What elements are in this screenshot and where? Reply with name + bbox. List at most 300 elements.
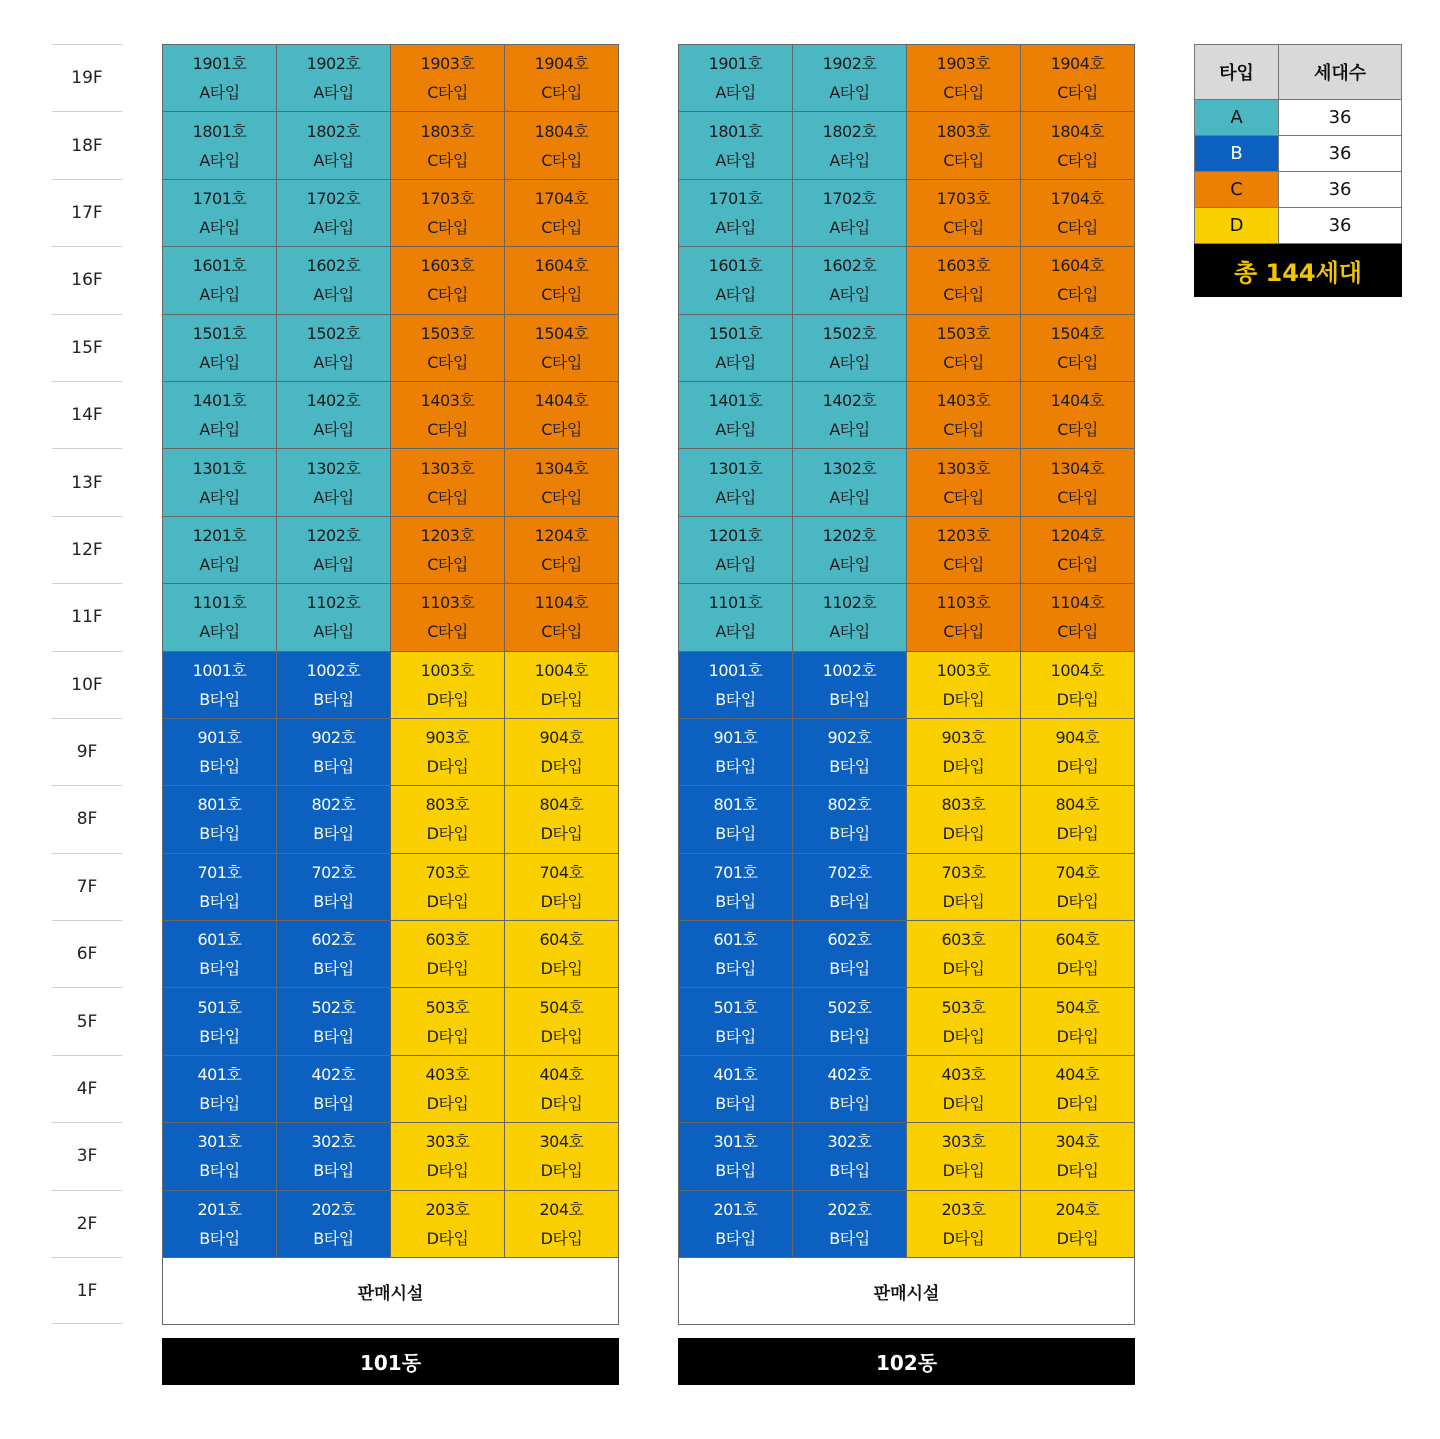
unit-type: D타입	[540, 1026, 583, 1046]
unit-number: 1803호	[936, 121, 991, 141]
unit-type: C타입	[427, 622, 468, 642]
unit-type: B타입	[313, 1228, 354, 1248]
unit-number: 1304호	[534, 458, 589, 478]
unit-number: 701호	[713, 862, 758, 882]
unit-cell	[907, 315, 1021, 382]
unit-cell	[163, 1123, 277, 1190]
unit-cell	[793, 786, 907, 853]
unit-number: 304호	[1055, 1132, 1100, 1152]
unit-cell	[907, 719, 1021, 786]
unit-number: 1203호	[936, 525, 991, 545]
unit-cell	[163, 180, 277, 247]
unit-type: C타입	[943, 487, 984, 507]
unit-number: 1803호	[420, 121, 475, 141]
unit-cell	[679, 719, 793, 786]
unit-number: 1703호	[420, 188, 475, 208]
unit-type: B타입	[715, 1228, 756, 1248]
unit-cell	[277, 112, 391, 179]
unit-number: 1502호	[822, 323, 877, 343]
unit-number: 1502호	[306, 323, 361, 343]
unit-type: C타입	[427, 285, 468, 305]
unit-number: 204호	[539, 1199, 584, 1219]
unit-number: 1602호	[306, 256, 361, 276]
unit-type: A타입	[199, 622, 240, 642]
unit-cell	[505, 921, 619, 988]
unit-cell	[163, 382, 277, 449]
unit-number: 1102호	[306, 593, 361, 613]
unit-number: 1801호	[708, 121, 763, 141]
unit-type: D타입	[540, 689, 583, 709]
unit-number: 804호	[539, 795, 584, 815]
unit-cell	[505, 449, 619, 516]
unit-type: D타입	[942, 1228, 985, 1248]
unit-type: B타입	[829, 757, 870, 777]
unit-type: A타입	[829, 150, 870, 170]
unit-type: A타입	[715, 285, 756, 305]
unit-cell	[1021, 854, 1135, 921]
legend-header-type: 타입	[1195, 45, 1279, 100]
unit-type: A타입	[313, 420, 354, 440]
unit-type: B타입	[829, 1228, 870, 1248]
unit-type: C타입	[541, 487, 582, 507]
unit-type: A타입	[313, 150, 354, 170]
unit-cell	[679, 1123, 793, 1190]
unit-number: 202호	[827, 1199, 872, 1219]
unit-cell	[679, 1191, 793, 1258]
unit-type: D타입	[1056, 757, 1099, 777]
unit-type: D타입	[942, 959, 985, 979]
unit-type: B타입	[829, 891, 870, 911]
unit-cell	[1021, 382, 1135, 449]
unit-type: D타입	[540, 824, 583, 844]
unit-number: 503호	[425, 997, 470, 1017]
legend-total: 총 144세대	[1195, 244, 1402, 297]
unit-type: C타입	[541, 420, 582, 440]
unit-number: 204호	[1055, 1199, 1100, 1219]
unit-number: 702호	[827, 862, 872, 882]
unit-number: 404호	[1055, 1065, 1100, 1085]
unit-number: 604호	[1055, 930, 1100, 950]
unit-number: 1102호	[822, 593, 877, 613]
unit-type: B타입	[313, 1026, 354, 1046]
unit-cell	[505, 719, 619, 786]
unit-type: D타입	[540, 891, 583, 911]
unit-number: 1604호	[534, 256, 589, 276]
unit-cell	[391, 988, 505, 1055]
unit-number: 203호	[941, 1199, 986, 1219]
unit-cell	[1021, 719, 1135, 786]
unit-number: 1801호	[192, 121, 247, 141]
unit-number: 904호	[539, 728, 584, 748]
unit-number: 801호	[197, 795, 242, 815]
unit-cell	[907, 1123, 1021, 1190]
unit-number: 1701호	[192, 188, 247, 208]
unit-cell	[391, 180, 505, 247]
unit-cell	[277, 45, 391, 112]
unit-type: A타입	[199, 83, 240, 103]
unit-type: C타입	[427, 487, 468, 507]
unit-cell	[277, 517, 391, 584]
unit-number: 703호	[425, 862, 470, 882]
unit-cell	[679, 45, 793, 112]
unit-cell	[679, 1056, 793, 1123]
unit-number: 1602호	[822, 256, 877, 276]
floor-label: 8F	[52, 785, 122, 852]
unit-cell	[907, 247, 1021, 314]
unit-type: B타입	[199, 891, 240, 911]
unit-number: 1303호	[420, 458, 475, 478]
legend-row	[1195, 172, 1402, 208]
unit-type: D타입	[540, 757, 583, 777]
unit-number: 202호	[311, 1199, 356, 1219]
unit-cell	[907, 112, 1021, 179]
unit-type: A타입	[715, 217, 756, 237]
unit-cell	[679, 315, 793, 382]
unit-type: C타입	[943, 83, 984, 103]
unit-type: C타입	[943, 217, 984, 237]
unit-number: 904호	[1055, 728, 1100, 748]
unit-type: B타입	[199, 1228, 240, 1248]
unit-cell	[793, 652, 907, 719]
unit-number: 1902호	[306, 54, 361, 74]
unit-number: 1302호	[822, 458, 877, 478]
unit-cell	[277, 180, 391, 247]
floor-label-column	[52, 44, 122, 1324]
unit-type: C타입	[1057, 285, 1098, 305]
unit-type: B타입	[715, 1161, 756, 1181]
unit-number: 902호	[827, 728, 872, 748]
unit-type: A타입	[715, 420, 756, 440]
unit-number: 1403호	[936, 391, 991, 411]
unit-number: 1901호	[192, 54, 247, 74]
unit-number: 1104호	[534, 593, 589, 613]
unit-cell	[505, 854, 619, 921]
floor-label: 17F	[52, 179, 122, 246]
unit-number: 504호	[539, 997, 584, 1017]
unit-cell	[793, 247, 907, 314]
unit-type: D타입	[540, 1094, 583, 1114]
unit-cell	[277, 988, 391, 1055]
unit-type: A타입	[199, 150, 240, 170]
unit-number: 1802호	[822, 121, 877, 141]
unit-cell	[391, 517, 505, 584]
unit-type: C타입	[943, 554, 984, 574]
unit-cell	[505, 988, 619, 1055]
unit-type: A타입	[829, 83, 870, 103]
unit-cell	[391, 315, 505, 382]
unit-cell	[679, 247, 793, 314]
unit-cell	[391, 1123, 505, 1190]
unit-number: 1501호	[708, 323, 763, 343]
unit-cell	[277, 854, 391, 921]
unit-cell	[163, 921, 277, 988]
unit-number: 1002호	[822, 660, 877, 680]
unit-grid	[678, 44, 1135, 1258]
legend-type-d: D	[1195, 208, 1279, 244]
unit-number: 1401호	[192, 391, 247, 411]
unit-type: C타입	[943, 622, 984, 642]
unit-type: B타입	[199, 1161, 240, 1181]
unit-number: 1901호	[708, 54, 763, 74]
unit-cell	[793, 180, 907, 247]
unit-type: C타입	[427, 352, 468, 372]
unit-type: B타입	[715, 1026, 756, 1046]
unit-number: 401호	[197, 1065, 242, 1085]
unit-type: C타입	[541, 83, 582, 103]
unit-number: 901호	[713, 728, 758, 748]
unit-cell	[163, 988, 277, 1055]
unit-type: D타입	[426, 824, 469, 844]
unit-type: D타입	[426, 891, 469, 911]
unit-type: A타입	[829, 352, 870, 372]
unit-type: A타입	[829, 285, 870, 305]
unit-cell	[391, 584, 505, 651]
unit-type: D타입	[942, 891, 985, 911]
unit-type: C타입	[427, 554, 468, 574]
unit-type: A타입	[313, 622, 354, 642]
floor-label: 16F	[52, 246, 122, 313]
unit-type: A타입	[313, 554, 354, 574]
unit-number: 1304호	[1050, 458, 1105, 478]
unit-type: A타입	[199, 420, 240, 440]
unit-type: C타입	[1057, 150, 1098, 170]
unit-cell	[163, 786, 277, 853]
unit-number: 1704호	[534, 188, 589, 208]
unit-cell	[391, 719, 505, 786]
unit-cell	[163, 247, 277, 314]
unit-type: C타입	[541, 150, 582, 170]
unit-type: D타입	[426, 757, 469, 777]
unit-cell	[679, 449, 793, 516]
unit-cell	[907, 517, 1021, 584]
unit-type: C타입	[943, 285, 984, 305]
unit-type: D타입	[426, 959, 469, 979]
unit-number: 1004호	[534, 660, 589, 680]
unit-number: 1903호	[936, 54, 991, 74]
unit-number: 602호	[827, 930, 872, 950]
unit-type: B타입	[829, 689, 870, 709]
unit-number: 1503호	[420, 323, 475, 343]
unit-type: C타입	[1057, 554, 1098, 574]
unit-type: A타입	[199, 285, 240, 305]
unit-type: D타입	[426, 1094, 469, 1114]
unit-type: C타입	[1057, 487, 1098, 507]
floor-label: 1F	[52, 1257, 122, 1324]
unit-cell	[793, 315, 907, 382]
unit-number: 501호	[713, 997, 758, 1017]
unit-type: C타입	[427, 420, 468, 440]
unit-cell	[907, 786, 1021, 853]
floor-label: 4F	[52, 1055, 122, 1122]
unit-type: B타입	[829, 1026, 870, 1046]
unit-number: 1404호	[534, 391, 589, 411]
unit-number: 1501호	[192, 323, 247, 343]
unit-type: A타입	[715, 83, 756, 103]
unit-type: A타입	[199, 217, 240, 237]
unit-number: 1402호	[306, 391, 361, 411]
unit-number: 1404호	[1050, 391, 1105, 411]
unit-number: 1704호	[1050, 188, 1105, 208]
unit-number: 1702호	[822, 188, 877, 208]
unit-number: 502호	[827, 997, 872, 1017]
unit-grid	[162, 44, 619, 1258]
unit-type: B타입	[199, 689, 240, 709]
unit-type: A타입	[715, 150, 756, 170]
floor-label: 14F	[52, 381, 122, 448]
unit-type: D타입	[1056, 824, 1099, 844]
unit-number: 602호	[311, 930, 356, 950]
unit-type: D타입	[942, 1026, 985, 1046]
unit-number: 1202호	[306, 525, 361, 545]
building-102-label: 102동	[678, 1338, 1135, 1385]
unit-cell	[391, 382, 505, 449]
unit-number: 1902호	[822, 54, 877, 74]
floor-label: 11F	[52, 583, 122, 650]
unit-cell	[505, 180, 619, 247]
unit-type: C타입	[1057, 622, 1098, 642]
unit-number: 303호	[941, 1132, 986, 1152]
unit-number: 1804호	[1050, 121, 1105, 141]
unit-number: 201호	[713, 1199, 758, 1219]
floor-label: 10F	[52, 651, 122, 718]
unit-number: 1003호	[936, 660, 991, 680]
unit-cell	[679, 921, 793, 988]
unit-number: 1402호	[822, 391, 877, 411]
unit-number: 1301호	[192, 458, 247, 478]
legend-row	[1195, 100, 1402, 136]
unit-number: 1104호	[1050, 593, 1105, 613]
unit-cell	[679, 382, 793, 449]
unit-number: 1603호	[936, 256, 991, 276]
unit-number: 401호	[713, 1065, 758, 1085]
unit-cell	[1021, 517, 1135, 584]
unit-type: C타입	[1057, 420, 1098, 440]
unit-number: 802호	[311, 795, 356, 815]
unit-type: D타입	[1056, 959, 1099, 979]
unit-cell	[505, 517, 619, 584]
unit-cell	[163, 584, 277, 651]
unit-cell	[163, 112, 277, 179]
unit-cell	[505, 382, 619, 449]
unit-cell	[679, 786, 793, 853]
unit-number: 1001호	[192, 660, 247, 680]
unit-type: B타입	[715, 824, 756, 844]
unit-cell	[391, 786, 505, 853]
unit-type: B타입	[829, 1161, 870, 1181]
unit-cell	[277, 921, 391, 988]
unit-cell	[1021, 786, 1135, 853]
unit-cell	[163, 652, 277, 719]
unit-number: 1202호	[822, 525, 877, 545]
unit-cell	[391, 921, 505, 988]
unit-type: D타입	[426, 1228, 469, 1248]
unit-cell	[163, 719, 277, 786]
unit-number: 801호	[713, 795, 758, 815]
unit-number: 201호	[197, 1199, 242, 1219]
unit-type: B타입	[715, 689, 756, 709]
unit-type: A타입	[199, 487, 240, 507]
unit-type: B타입	[829, 824, 870, 844]
unit-number: 1904호	[1050, 54, 1105, 74]
legend-type-b: B	[1195, 136, 1279, 172]
unit-type: D타입	[942, 689, 985, 709]
unit-type: C타입	[541, 554, 582, 574]
unit-number: 502호	[311, 997, 356, 1017]
unit-cell	[793, 382, 907, 449]
unit-type: B타입	[313, 757, 354, 777]
unit-number: 703호	[941, 862, 986, 882]
unit-type: B타입	[199, 959, 240, 979]
unit-type-legend	[1194, 44, 1402, 297]
unit-type: D타입	[1056, 1161, 1099, 1181]
unit-cell	[793, 988, 907, 1055]
unit-cell	[277, 1056, 391, 1123]
unit-number: 601호	[197, 930, 242, 950]
unit-type: A타입	[199, 352, 240, 372]
unit-type: D타입	[540, 959, 583, 979]
unit-type: B타입	[313, 824, 354, 844]
unit-cell	[277, 652, 391, 719]
unit-number: 803호	[425, 795, 470, 815]
unit-type: B타입	[715, 959, 756, 979]
retail-facility: 판매시설	[678, 1258, 1135, 1325]
unit-number: 1503호	[936, 323, 991, 343]
floor-label: 18F	[52, 111, 122, 178]
unit-cell	[907, 45, 1021, 112]
unit-number: 301호	[197, 1132, 242, 1152]
unit-number: 704호	[539, 862, 584, 882]
unit-type: C타입	[1057, 217, 1098, 237]
unit-number: 1401호	[708, 391, 763, 411]
unit-number: 603호	[941, 930, 986, 950]
unit-type: D타입	[1056, 1094, 1099, 1114]
unit-number: 1301호	[708, 458, 763, 478]
legend-count-b: 36	[1279, 136, 1402, 172]
unit-number: 1904호	[534, 54, 589, 74]
unit-cell	[505, 112, 619, 179]
unit-cell	[505, 1056, 619, 1123]
building-101-units	[162, 44, 619, 1325]
unit-number: 402호	[311, 1065, 356, 1085]
unit-number: 1302호	[306, 458, 361, 478]
legend-count-d: 36	[1279, 208, 1402, 244]
unit-number: 302호	[311, 1132, 356, 1152]
floor-label: 9F	[52, 718, 122, 785]
unit-type: B타입	[313, 959, 354, 979]
unit-cell	[1021, 1056, 1135, 1123]
unit-cell	[793, 45, 907, 112]
unit-cell	[793, 921, 907, 988]
legend-total-row	[1195, 244, 1402, 297]
unit-cell	[907, 921, 1021, 988]
unit-cell	[391, 449, 505, 516]
legend-header-row	[1195, 45, 1402, 100]
unit-number: 1604호	[1050, 256, 1105, 276]
unit-cell	[163, 45, 277, 112]
unit-type: B타입	[313, 1094, 354, 1114]
unit-cell	[505, 1191, 619, 1258]
unit-cell	[1021, 112, 1135, 179]
unit-type: C타입	[541, 352, 582, 372]
unit-number: 1804호	[534, 121, 589, 141]
unit-number: 1403호	[420, 391, 475, 411]
unit-number: 1504호	[1050, 323, 1105, 343]
unit-type: D타입	[942, 757, 985, 777]
unit-type: B타입	[715, 891, 756, 911]
unit-number: 1101호	[708, 593, 763, 613]
unit-cell	[277, 449, 391, 516]
unit-number: 404호	[539, 1065, 584, 1085]
